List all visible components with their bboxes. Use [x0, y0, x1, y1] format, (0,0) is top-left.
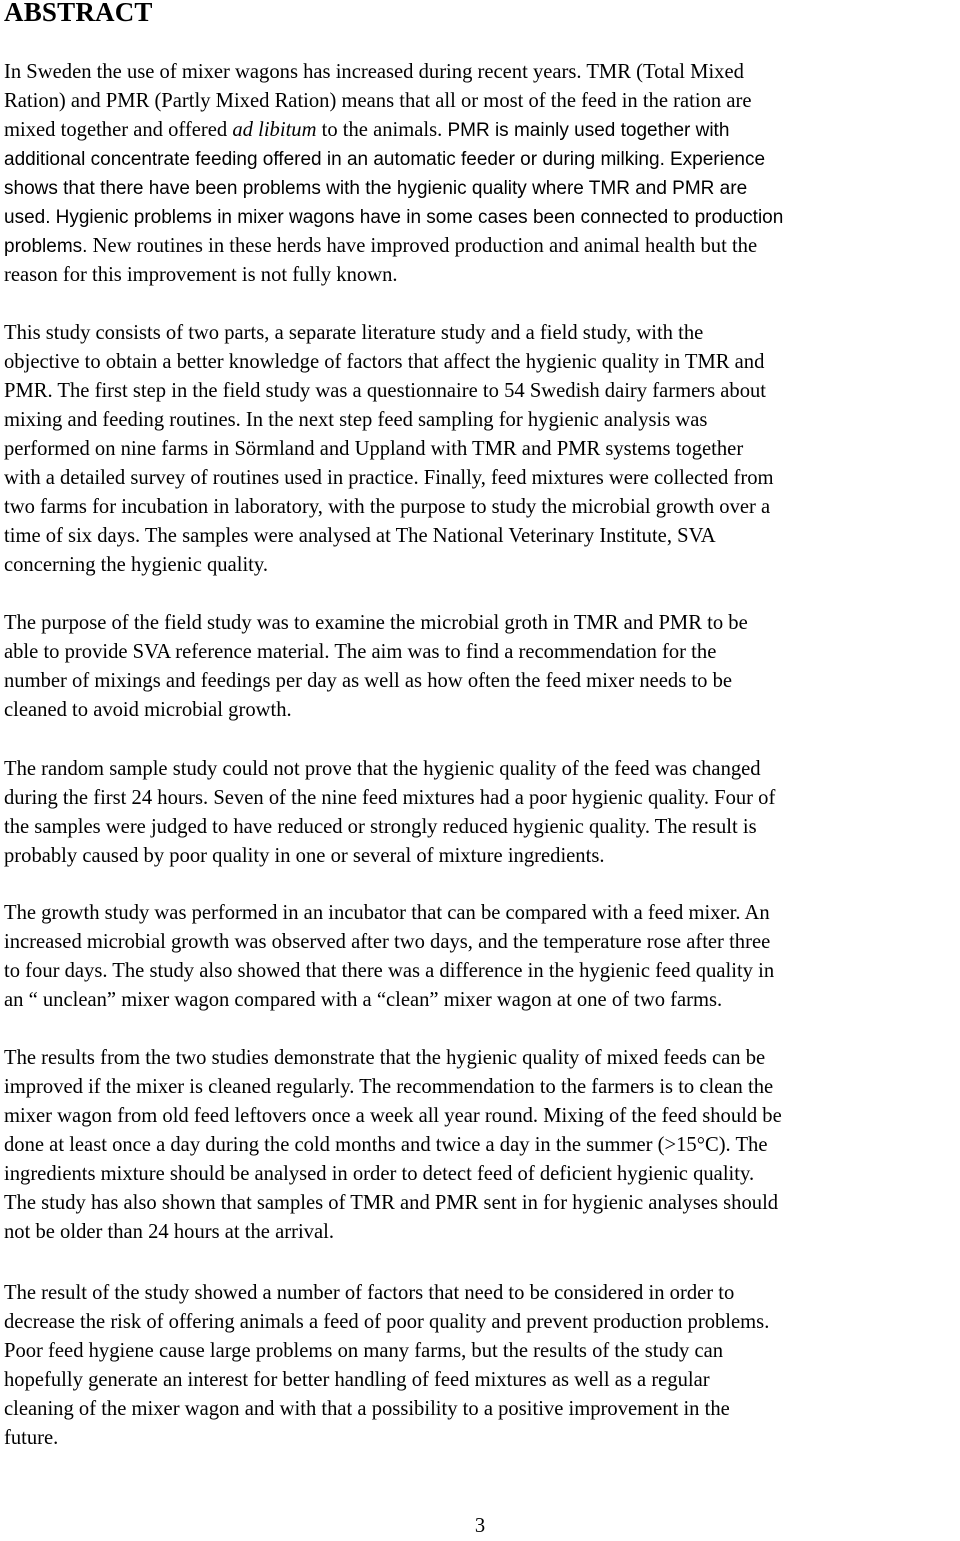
text-run: cleaning of the mixer wagon and with that a possibility to a positive improvement in the — [4, 1398, 730, 1420]
text-line — [4, 522, 960, 551]
text-run: to the animals. — [316, 119, 448, 141]
text-run: Poor feed hygiene cause large problems on many farms, but the results of the study can — [4, 1340, 724, 1362]
abstract-paragraph-5 — [4, 899, 960, 1015]
text-line — [4, 87, 960, 116]
text-line — [4, 377, 960, 406]
abstract-paragraph-1 — [4, 58, 960, 290]
text-line — [4, 1279, 960, 1308]
text-line — [4, 957, 960, 986]
text-run: The result of the study showed a number of factors that need to be considered in order to — [4, 1282, 735, 1304]
text-run: able to provide SVA reference material. The aim was to find a recommendation for the — [4, 641, 717, 663]
text-line — [4, 667, 960, 696]
text-run: mixer wagon from old feed leftovers once a week all year round. Mixing of the feed should be — [4, 1105, 782, 1127]
text-line — [4, 261, 960, 290]
text-line — [4, 464, 960, 493]
text-line — [4, 116, 960, 145]
text-run: Ration) and PMR (Partly Mixed Ration) means that all or most of the feed in the ration are — [4, 90, 752, 112]
text-run: mixed together and offered — [4, 119, 233, 141]
abstract-paragraph-6 — [4, 1044, 960, 1247]
text-run: an “ unclean” mixer wagon compared with a “clean” mixer wagon at one of two farms. — [4, 989, 723, 1011]
abstract-paragraph-7 — [4, 1279, 960, 1453]
text-line — [4, 899, 960, 928]
text-line — [4, 58, 960, 87]
text-line — [4, 1044, 960, 1073]
text-run: In Sweden the use of mixer wagons has increased during recent years. TMR (Total Mixed — [4, 61, 744, 83]
text-line — [4, 813, 960, 842]
text-run: used. — [4, 207, 51, 228]
text-line — [4, 1424, 960, 1453]
text-line — [4, 784, 960, 813]
abstract-paragraph-4 — [4, 755, 960, 871]
text-run: time of six days. The samples were analysed at The National Veterinary Institute, SVA — [4, 525, 716, 547]
text-line — [4, 1131, 960, 1160]
text-run: New routines in these herds have improved production and animal health but the — [87, 235, 758, 257]
text-line — [4, 1308, 960, 1337]
text-line — [4, 638, 960, 667]
text-line — [4, 1102, 960, 1131]
text-line — [4, 1189, 960, 1218]
text-run: The study has also shown that samples of TMR and PMR sent in for hygienic analyses should — [4, 1192, 779, 1214]
text-line — [4, 551, 960, 580]
text-run: not be older than 24 hours at the arrival. — [4, 1221, 334, 1243]
text-run: with a detailed survey of routines used in practice. Finally, feed mixtures were collected from — [4, 467, 774, 489]
text-run: This study consists of two parts, a separate literature study and a field study, with the — [4, 322, 704, 344]
text-line — [4, 406, 960, 435]
text-line — [4, 1218, 960, 1247]
text-run: Experience — [670, 149, 766, 170]
text-run: performed on nine farms in Sörmland and Uppland with TMR and PMR systems together — [4, 438, 744, 460]
text-run: hopefully generate an interest for better handling of feed mixtures as well as a regular — [4, 1369, 710, 1391]
text-run: during the first 24 hours. Seven of the nine feed mixtures had a poor hygienic quality. Four of — [4, 787, 776, 809]
text-line — [4, 696, 960, 725]
text-run: two farms for incubation in laboratory, with the purpose to study the microbial growth over a — [4, 496, 771, 518]
text-run: probably caused by poor quality in one or several of mixture ingredients. — [4, 845, 605, 867]
text-line — [4, 1337, 960, 1366]
text-line — [4, 493, 960, 522]
text-run: increased microbial growth was observed after two days, and the temperature rose after three — [4, 931, 771, 953]
text-run: cleaned to avoid microbial growth. — [4, 699, 292, 721]
text-line — [4, 1395, 960, 1424]
text-run: the samples were judged to have reduced or strongly reduced hygienic quality. The result is — [4, 816, 757, 838]
text-line — [4, 755, 960, 784]
text-run: Hygienic problems in mixer wagons have in some cases been connected to production — [55, 207, 784, 228]
italic-text: ad libitum — [232, 119, 317, 141]
text-run: The random sample study could not prove that the hygienic quality of the feed was changed — [4, 758, 761, 780]
text-run: PMR. The first step in the field study was a questionnaire to 54 Swedish dairy farmers about — [4, 380, 767, 402]
text-line — [4, 435, 960, 464]
text-run: reason for this improvement is not fully known. — [4, 264, 398, 286]
page-number: 3 — [474, 1515, 486, 1537]
text-line — [4, 348, 960, 377]
text-run: problems. — [4, 236, 88, 257]
text-line — [4, 609, 960, 638]
text-line — [4, 1366, 960, 1395]
text-run: improved if the mixer is cleaned regularly. The recommendation to the farmers is to clean the — [4, 1076, 774, 1098]
text-line — [4, 232, 960, 261]
text-line — [4, 203, 960, 232]
text-line — [4, 986, 960, 1015]
text-run: to four days. The study also showed that there was a difference in the hygienic feed quality in — [4, 960, 775, 982]
text-line — [4, 319, 960, 348]
text-run: PMR is mainly used together with — [447, 120, 730, 141]
abstract-paragraph-2 — [4, 319, 960, 580]
abstract-heading: ABSTRACT — [4, 0, 153, 27]
text-run: decrease the risk of offering animals a feed of poor quality and prevent production problems. — [4, 1311, 770, 1333]
text-line — [4, 1073, 960, 1102]
text-run: shows that there have been problems with the hygienic quality where TMR and PMR are — [4, 178, 748, 199]
text-run: number of mixings and feedings per day as well as how often the feed mixer needs to be — [4, 670, 733, 692]
text-line — [4, 928, 960, 957]
text-run: additional concentrate feeding offered in an automatic feeder or during milking. — [4, 149, 665, 170]
text-run: mixing and feeding routines. In the next step feed sampling for hygienic analysis was — [4, 409, 708, 431]
text-run: future. — [4, 1427, 59, 1449]
text-run: concerning the hygienic quality. — [4, 554, 269, 576]
text-line — [4, 842, 960, 871]
text-run: objective to obtain a better knowledge of factors that affect the hygienic quality in TMR and — [4, 351, 765, 373]
abstract-paragraph-3 — [4, 609, 960, 725]
text-run: done at least once a day during the cold months and twice a day in the summer (>15°C). The — [4, 1134, 768, 1156]
text-line — [4, 1160, 960, 1189]
text-line — [4, 174, 960, 203]
text-run: The purpose of the field study was to examine the microbial groth in TMR and PMR to be — [4, 612, 748, 634]
text-line — [4, 145, 960, 174]
text-run: The growth study was performed in an incubator that can be compared with a feed mixer. An — [4, 902, 770, 924]
text-run: ingredients mixture should be analysed in order to detect feed of deficient hygienic quality. — [4, 1163, 755, 1185]
text-run: The results from the two studies demonstrate that the hygienic quality of mixed feeds can be — [4, 1047, 766, 1069]
